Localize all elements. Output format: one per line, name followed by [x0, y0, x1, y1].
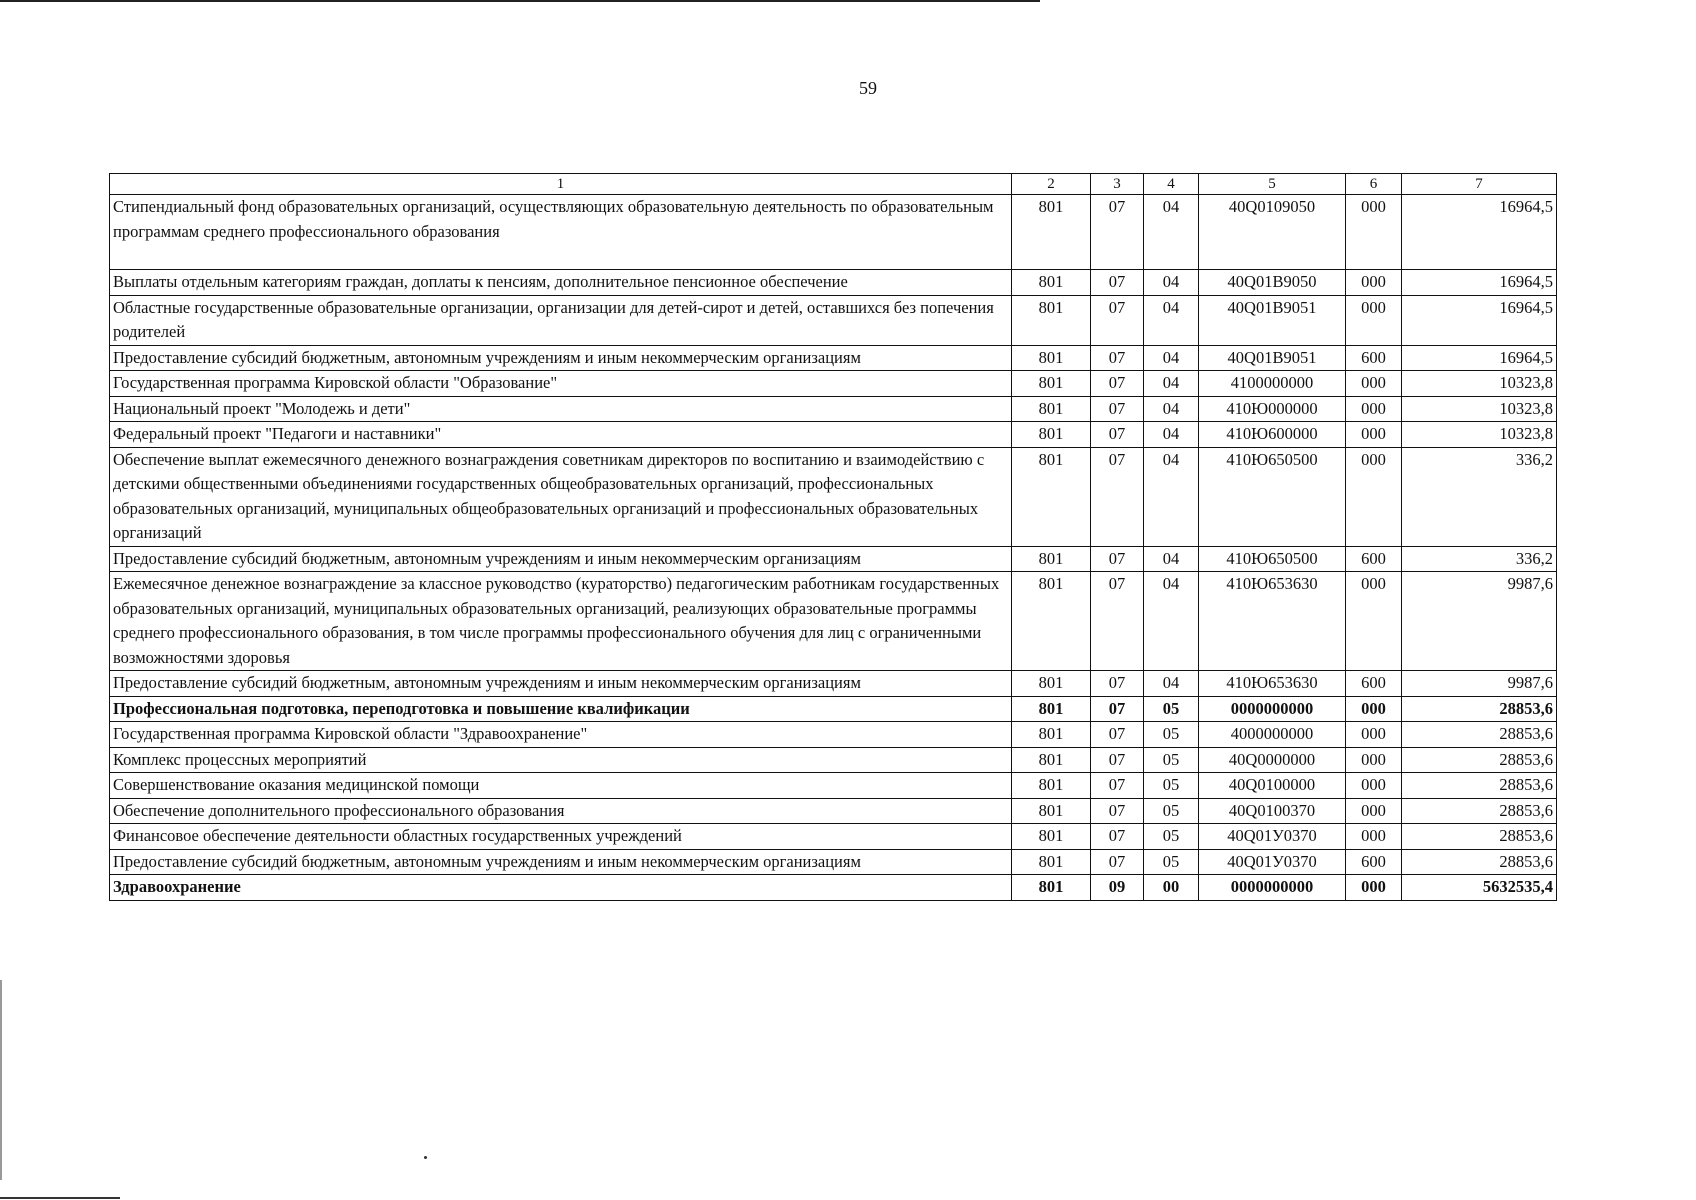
amount-cell: 5632535,4	[1402, 875, 1557, 901]
expense-type-cell: 000	[1346, 295, 1402, 345]
code-cell: 801	[1012, 546, 1091, 572]
row-name-cell: Федеральный проект "Педагоги и наставники"	[110, 422, 1012, 448]
row-name-cell: Совершенствование оказания медицинской помощи	[110, 773, 1012, 799]
code-cell: 801	[1012, 849, 1091, 875]
amount-cell: 28853,6	[1402, 798, 1557, 824]
row-name-cell: Предоставление субсидий бюджетным, автономным учреждениям и иным некоммерческим организациям	[110, 671, 1012, 697]
table-row	[110, 371, 1557, 397]
code-cell: 801	[1012, 773, 1091, 799]
row-name-cell: Стипендиальный фонд образовательных организаций, осуществляющих образовательную деятельность по образовательным программам среднего профессионального образования	[110, 195, 1012, 270]
subsection-cell: 05	[1144, 722, 1199, 748]
amount-cell: 16964,5	[1402, 345, 1557, 371]
table-row	[110, 270, 1557, 296]
subsection-cell: 04	[1144, 195, 1199, 270]
expense-type-cell: 000	[1346, 696, 1402, 722]
target-article-cell: 40Q0109050	[1199, 195, 1346, 270]
code-cell: 801	[1012, 396, 1091, 422]
row-name-cell: Предоставление субсидий бюджетным, автономным учреждениям и иным некоммерческим организациям	[110, 546, 1012, 572]
code-cell: 801	[1012, 671, 1091, 697]
section-cell: 07	[1091, 849, 1144, 875]
amount-cell: 28853,6	[1402, 696, 1557, 722]
expense-type-cell: 000	[1346, 773, 1402, 799]
table-row	[110, 671, 1557, 697]
expense-type-cell: 600	[1346, 345, 1402, 371]
section-cell: 07	[1091, 773, 1144, 799]
table-row	[110, 849, 1557, 875]
table-row	[110, 546, 1557, 572]
section-cell: 07	[1091, 345, 1144, 371]
expense-type-cell: 000	[1346, 396, 1402, 422]
expense-type-cell: 000	[1346, 371, 1402, 397]
amount-cell: 9987,6	[1402, 572, 1557, 671]
expense-type-cell: 000	[1346, 798, 1402, 824]
expense-type-cell: 000	[1346, 875, 1402, 901]
table-row	[110, 722, 1557, 748]
row-name-cell: Обеспечение выплат ежемесячного денежного вознаграждения советникам директоров по воспитанию и взаимодействию с детскими общественными объединениями государственных общеобразовательных организаций, профессиональных образовательных организаций, муниципальных общеобразовательных организаций и профессиональных образовательных организаций	[110, 447, 1012, 546]
expense-type-cell: 000	[1346, 747, 1402, 773]
code-cell: 801	[1012, 371, 1091, 397]
code-cell: 801	[1012, 798, 1091, 824]
code-cell: 801	[1012, 696, 1091, 722]
table-row	[110, 747, 1557, 773]
amount-cell: 28853,6	[1402, 773, 1557, 799]
subsection-cell: 04	[1144, 396, 1199, 422]
section-cell: 07	[1091, 546, 1144, 572]
target-article-cell: 410Ю650500	[1199, 447, 1346, 546]
subsection-cell: 04	[1144, 572, 1199, 671]
subsection-cell: 05	[1144, 696, 1199, 722]
section-cell: 07	[1091, 270, 1144, 296]
row-name-cell: Обеспечение дополнительного профессионального образования	[110, 798, 1012, 824]
target-article-cell: 410Ю650500	[1199, 546, 1346, 572]
table-row	[110, 195, 1557, 270]
expense-type-cell: 000	[1346, 422, 1402, 448]
amount-cell: 16964,5	[1402, 195, 1557, 270]
table-header-row	[110, 174, 1557, 195]
amount-cell: 10323,8	[1402, 371, 1557, 397]
section-cell: 07	[1091, 295, 1144, 345]
column-header: 2	[1012, 174, 1091, 195]
row-name-cell: Профессиональная подготовка, переподготовка и повышение квалификации	[110, 696, 1012, 722]
amount-cell: 336,2	[1402, 447, 1557, 546]
code-cell: 801	[1012, 747, 1091, 773]
section-cell: 09	[1091, 875, 1144, 901]
target-article-cell: 40Q0100370	[1199, 798, 1346, 824]
table-row	[110, 345, 1557, 371]
table-row	[110, 422, 1557, 448]
amount-cell: 16964,5	[1402, 295, 1557, 345]
section-cell: 07	[1091, 447, 1144, 546]
expense-type-cell: 000	[1346, 572, 1402, 671]
row-name-cell: Государственная программа Кировской области "Здравоохранение"	[110, 722, 1012, 748]
expense-type-cell: 000	[1346, 270, 1402, 296]
target-article-cell: 4100000000	[1199, 371, 1346, 397]
page-number: 59	[859, 78, 877, 98]
amount-cell: 10323,8	[1402, 422, 1557, 448]
target-article-cell: 410Ю600000	[1199, 422, 1346, 448]
code-cell: 801	[1012, 422, 1091, 448]
table-row	[110, 572, 1557, 671]
subsection-cell: 00	[1144, 875, 1199, 901]
subsection-cell: 04	[1144, 345, 1199, 371]
target-article-cell: 4000000000	[1199, 722, 1346, 748]
subsection-cell: 05	[1144, 798, 1199, 824]
target-article-cell: 40Q01У0370	[1199, 824, 1346, 850]
code-cell: 801	[1012, 447, 1091, 546]
expense-type-cell: 000	[1346, 195, 1402, 270]
section-cell: 07	[1091, 798, 1144, 824]
table-row	[110, 696, 1557, 722]
scan-speck	[424, 1156, 427, 1159]
amount-cell: 10323,8	[1402, 396, 1557, 422]
code-cell: 801	[1012, 722, 1091, 748]
expense-type-cell: 000	[1346, 447, 1402, 546]
code-cell: 801	[1012, 295, 1091, 345]
subsection-cell: 04	[1144, 671, 1199, 697]
row-name-cell: Областные государственные образовательные организации, организации для детей-сирот и детей, оставшихся без попечения родителей	[110, 295, 1012, 345]
code-cell: 801	[1012, 875, 1091, 901]
subsection-cell: 04	[1144, 371, 1199, 397]
subsection-cell: 04	[1144, 447, 1199, 546]
row-name-cell: Здравоохранение	[110, 875, 1012, 901]
row-name-cell: Выплаты отдельным категориям граждан, доплаты к пенсиям, дополнительное пенсионное обеспечение	[110, 270, 1012, 296]
code-cell: 801	[1012, 824, 1091, 850]
target-article-cell: 0000000000	[1199, 875, 1346, 901]
amount-cell: 336,2	[1402, 546, 1557, 572]
target-article-cell: 40Q01B9050	[1199, 270, 1346, 296]
expense-type-cell: 600	[1346, 546, 1402, 572]
amount-cell: 16964,5	[1402, 270, 1557, 296]
subsection-cell: 05	[1144, 849, 1199, 875]
column-header: 5	[1199, 174, 1346, 195]
row-name-cell: Ежемесячное денежное вознаграждение за классное руководство (кураторство) педагогическим работникам государственных образовательных организаций, муниципальных образовательных организаций, реализующих образовательные программы среднего профессионального образования, в том числе программы профессионального обучения для лиц с ограниченными возможностями здоровья	[110, 572, 1012, 671]
target-article-cell: 40Q01B9051	[1199, 295, 1346, 345]
table-row	[110, 295, 1557, 345]
scan-left-edge	[0, 980, 2, 1180]
code-cell: 801	[1012, 270, 1091, 296]
subsection-cell: 04	[1144, 270, 1199, 296]
target-article-cell: 410Ю000000	[1199, 396, 1346, 422]
amount-cell: 9987,6	[1402, 671, 1557, 697]
code-cell: 801	[1012, 195, 1091, 270]
table-row	[110, 824, 1557, 850]
subsection-cell: 05	[1144, 824, 1199, 850]
target-article-cell: 410Ю653630	[1199, 671, 1346, 697]
target-article-cell: 40Q01У0370	[1199, 849, 1346, 875]
column-header: 6	[1346, 174, 1402, 195]
budget-table	[109, 173, 1557, 901]
section-cell: 07	[1091, 671, 1144, 697]
expense-type-cell: 600	[1346, 671, 1402, 697]
table-row	[110, 396, 1557, 422]
table-row	[110, 875, 1557, 901]
row-name-cell: Государственная программа Кировской области "Образование"	[110, 371, 1012, 397]
table-row	[110, 773, 1557, 799]
section-cell: 07	[1091, 195, 1144, 270]
column-header: 1	[110, 174, 1012, 195]
section-cell: 07	[1091, 572, 1144, 671]
section-cell: 07	[1091, 422, 1144, 448]
table-row	[110, 447, 1557, 546]
expense-type-cell: 000	[1346, 824, 1402, 850]
target-article-cell: 40Q0100000	[1199, 773, 1346, 799]
section-cell: 07	[1091, 696, 1144, 722]
subsection-cell: 04	[1144, 295, 1199, 345]
expense-type-cell: 000	[1346, 722, 1402, 748]
row-name-cell: Финансовое обеспечение деятельности областных государственных учреждений	[110, 824, 1012, 850]
target-article-cell: 410Ю653630	[1199, 572, 1346, 671]
code-cell: 801	[1012, 345, 1091, 371]
amount-cell: 28853,6	[1402, 824, 1557, 850]
expense-type-cell: 600	[1346, 849, 1402, 875]
column-header: 7	[1402, 174, 1557, 195]
section-cell: 07	[1091, 824, 1144, 850]
scan-bottom-edge	[0, 1197, 120, 1199]
subsection-cell: 05	[1144, 747, 1199, 773]
row-name-cell: Комплекс процессных мероприятий	[110, 747, 1012, 773]
row-name-cell: Предоставление субсидий бюджетным, автономным учреждениям и иным некоммерческим организациям	[110, 345, 1012, 371]
amount-cell: 28853,6	[1402, 747, 1557, 773]
target-article-cell: 0000000000	[1199, 696, 1346, 722]
subsection-cell: 04	[1144, 422, 1199, 448]
code-cell: 801	[1012, 572, 1091, 671]
scan-top-edge	[0, 0, 1040, 2]
section-cell: 07	[1091, 371, 1144, 397]
section-cell: 07	[1091, 722, 1144, 748]
section-cell: 07	[1091, 396, 1144, 422]
column-header: 4	[1144, 174, 1199, 195]
section-cell: 07	[1091, 747, 1144, 773]
row-name-cell: Национальный проект "Молодежь и дети"	[110, 396, 1012, 422]
target-article-cell: 40Q01B9051	[1199, 345, 1346, 371]
row-name-cell: Предоставление субсидий бюджетным, автономным учреждениям и иным некоммерческим организациям	[110, 849, 1012, 875]
amount-cell: 28853,6	[1402, 722, 1557, 748]
table-row	[110, 798, 1557, 824]
target-article-cell: 40Q0000000	[1199, 747, 1346, 773]
subsection-cell: 04	[1144, 546, 1199, 572]
amount-cell: 28853,6	[1402, 849, 1557, 875]
subsection-cell: 05	[1144, 773, 1199, 799]
column-header: 3	[1091, 174, 1144, 195]
